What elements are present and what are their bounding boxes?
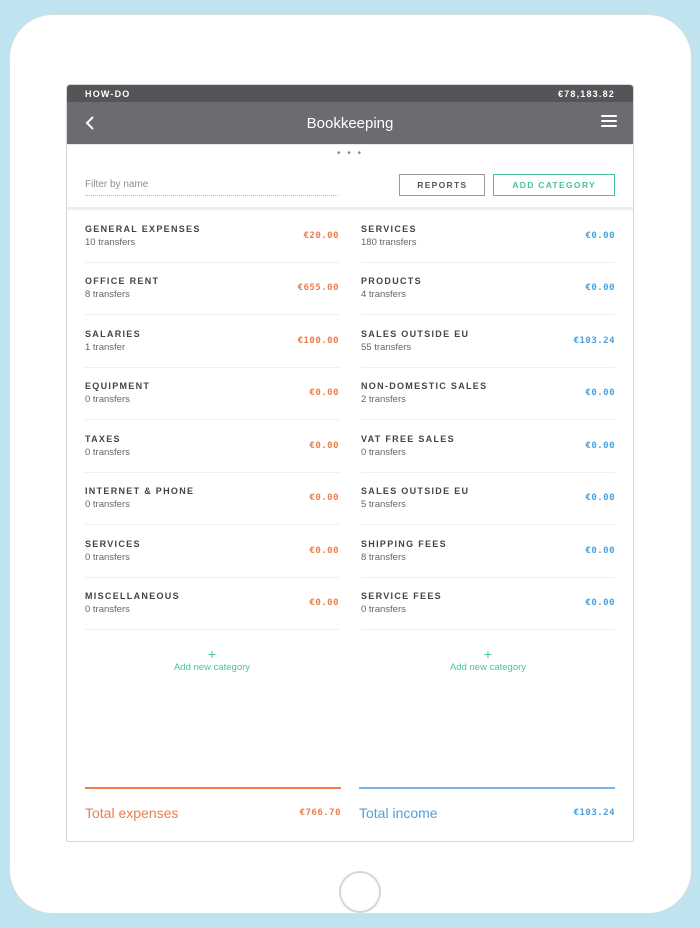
add-category-button[interactable]: ADD CATEGORY <box>493 174 615 196</box>
category-name: SALARIES <box>85 328 141 339</box>
expenses-column <box>85 210 339 673</box>
total-expenses-value: €766.70 <box>299 808 341 818</box>
transfer-count: 0 transfers <box>85 551 130 563</box>
list-item[interactable] <box>361 315 615 368</box>
nav-bar <box>67 102 633 144</box>
category-name: SALES OUTSIDE EU <box>361 328 470 339</box>
category-name: GENERAL EXPENSES <box>85 223 201 234</box>
category-amount: €0.00 <box>309 388 339 399</box>
total-income <box>359 787 615 821</box>
category-amount: €0.00 <box>585 440 615 451</box>
transfer-count: 55 transfers <box>361 341 412 353</box>
category-amount: €100.00 <box>297 335 339 346</box>
list-item[interactable] <box>361 368 615 421</box>
list-item[interactable] <box>361 578 615 631</box>
app-screen <box>66 84 634 842</box>
list-item[interactable] <box>361 525 615 578</box>
transfer-count: 5 transfers <box>361 499 406 511</box>
category-name: INTERNET & PHONE <box>85 486 195 497</box>
total-expenses <box>85 787 341 821</box>
total-income-label: Total income <box>359 805 438 821</box>
category-columns <box>67 210 633 673</box>
category-name: NON-DOMESTIC SALES <box>361 381 488 392</box>
add-expense-category-button[interactable] <box>85 648 339 673</box>
category-name: SHIPPING FEES <box>361 538 447 549</box>
category-name: MISCELLANEOUS <box>85 591 180 602</box>
total-income-value: €103.24 <box>573 808 615 818</box>
category-name: EQUIPMENT <box>85 381 151 392</box>
transfer-count: 8 transfers <box>361 551 406 563</box>
chevron-left-icon <box>81 112 101 134</box>
transfer-count: 2 transfers <box>361 394 406 406</box>
list-item[interactable] <box>85 525 339 578</box>
category-name: SERVICES <box>85 538 141 549</box>
total-expenses-label: Total expenses <box>85 805 179 821</box>
drag-handle[interactable]: • • • <box>67 144 633 162</box>
app-name: HOW-DO <box>85 88 131 99</box>
back-button[interactable] <box>81 112 101 134</box>
list-item[interactable] <box>85 578 339 631</box>
plus-icon: + <box>207 646 217 662</box>
add-income-category-button[interactable] <box>361 648 615 673</box>
transfer-count: 0 transfers <box>85 446 130 458</box>
list-item[interactable] <box>361 263 615 316</box>
category-name: SALES OUTSIDE EU <box>361 486 470 497</box>
list-item[interactable] <box>85 473 339 526</box>
category-name: TAXES <box>85 433 121 444</box>
transfer-count: 10 transfers <box>85 236 136 248</box>
list-item[interactable] <box>85 368 339 421</box>
category-amount: €0.00 <box>309 493 339 504</box>
list-item[interactable] <box>85 263 339 316</box>
category-name: PRODUCTS <box>361 276 422 287</box>
transfer-count: 0 transfers <box>361 446 406 458</box>
category-amount: €103.24 <box>573 335 615 346</box>
plus-icon: + <box>483 646 493 662</box>
category-amount: €0.00 <box>585 230 615 241</box>
category-name: SERVICES <box>361 223 417 234</box>
transfer-count: 4 transfers <box>361 289 406 301</box>
status-bar <box>67 85 633 102</box>
income-column <box>361 210 615 673</box>
filter-input[interactable] <box>85 174 338 196</box>
account-balance: €78,183.82 <box>557 88 615 99</box>
category-amount: €0.00 <box>585 283 615 294</box>
page-title: Bookkeeping <box>306 114 394 132</box>
transfer-count: 180 transfers <box>361 236 417 248</box>
transfer-count: 0 transfers <box>85 394 130 406</box>
hamburger-menu-icon[interactable] <box>601 115 617 129</box>
category-name: OFFICE RENT <box>85 276 160 287</box>
transfer-count: 0 transfers <box>85 499 130 511</box>
list-item[interactable] <box>361 420 615 473</box>
totals-bar <box>85 787 615 821</box>
category-amount: €0.00 <box>309 440 339 451</box>
list-item[interactable] <box>85 315 339 368</box>
list-item[interactable] <box>85 420 339 473</box>
category-amount: €0.00 <box>309 598 339 609</box>
list-item[interactable] <box>361 210 615 263</box>
list-item[interactable] <box>85 210 339 263</box>
transfer-count: 8 transfers <box>85 289 130 301</box>
category-amount: €0.00 <box>585 545 615 556</box>
category-amount: €655.00 <box>297 283 339 294</box>
home-button[interactable] <box>339 871 381 913</box>
category-name: SERVICE FEES <box>361 591 442 602</box>
category-amount: €0.00 <box>309 545 339 556</box>
transfer-count: 1 transfer <box>85 341 126 353</box>
transfer-count: 0 transfers <box>361 604 406 616</box>
reports-button[interactable]: REPORTS <box>399 174 485 196</box>
category-amount: €0.00 <box>585 388 615 399</box>
toolbar <box>67 162 633 210</box>
category-amount: €20.00 <box>303 230 339 241</box>
add-category-label: Add new category <box>449 662 527 673</box>
add-category-label: Add new category <box>173 662 251 673</box>
category-name: VAT FREE SALES <box>361 433 455 444</box>
category-amount: €0.00 <box>585 598 615 609</box>
list-item[interactable] <box>361 473 615 526</box>
category-amount: €0.00 <box>585 493 615 504</box>
transfer-count: 0 transfers <box>85 604 130 616</box>
